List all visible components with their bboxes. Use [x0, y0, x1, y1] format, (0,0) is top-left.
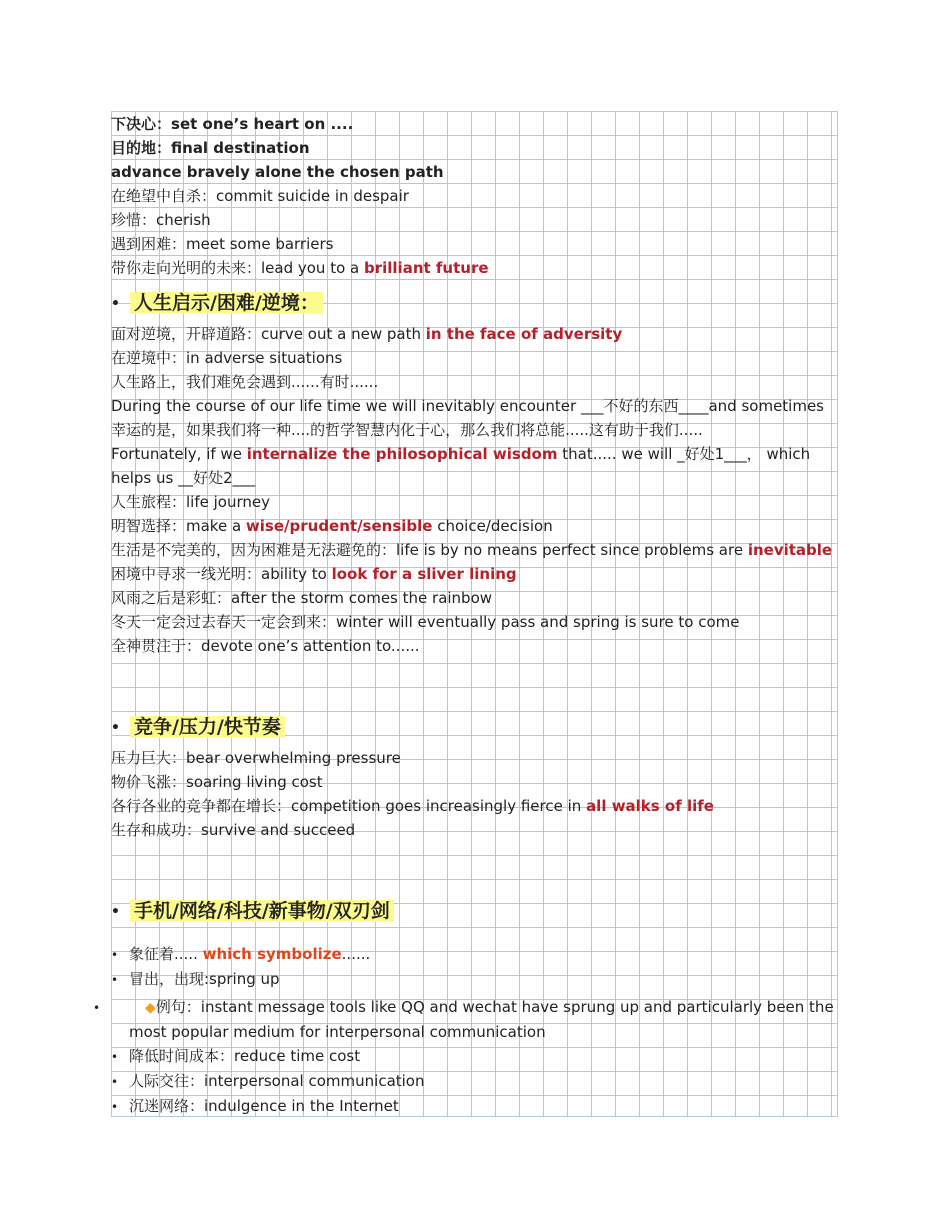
section-heading	[111, 896, 838, 926]
bullet-icon: •	[111, 903, 120, 920]
phrase-line: 压力巨大：bear overwhelming pressure	[111, 749, 401, 767]
plain-text: 象征着.....	[129, 945, 203, 963]
phrase-line: 生存和成功：survive and succeed	[111, 821, 356, 839]
highlight-text: look for a sliver lining	[331, 565, 517, 583]
phrase-line: During the course of our life time we will inevitably encounter ___不好的东西____and sometimes	[111, 397, 824, 415]
list-item	[111, 1069, 838, 1094]
highlight-text: all walks of life	[586, 797, 714, 815]
phrase-line	[111, 322, 838, 346]
phrase-line: 人生旅程：life journey	[111, 493, 270, 511]
bullet-icon: •	[111, 973, 119, 987]
list-item	[111, 967, 838, 992]
plain-text: 冒出，出现:spring up	[129, 970, 280, 988]
chinese-text: 下决心：	[111, 115, 172, 133]
list-item	[111, 942, 838, 967]
phrase-line: 冬天一定会过去春天一定会到来：winter will eventually pass and spring is sure to come	[111, 613, 740, 631]
phrase-line: 珍惜：cherish	[111, 211, 211, 229]
phrase-line: 在绝望中自杀：commit suicide in despair	[111, 187, 409, 205]
section-heading	[111, 712, 838, 742]
plain-text: 明智选择：make a	[111, 517, 246, 535]
list-item	[111, 1094, 838, 1119]
heading-text: 人生启示/困难/逆境：	[130, 292, 323, 314]
phrase-line: 风雨之后是彩虹：after the storm comes the rainbow	[111, 589, 493, 607]
plain-text: 带你走向光明的未来：lead you to a	[111, 259, 364, 277]
heading-text: 竞争/压力/快节奏	[130, 716, 285, 738]
plain-text: 困境中寻求一线光明：ability to	[111, 565, 332, 583]
spacer	[111, 842, 838, 890]
highlight-text: inevitable	[747, 541, 833, 559]
phrase-line: 物价飞涨：soaring living cost	[111, 773, 323, 791]
highlight-text: which symbolize	[202, 945, 342, 963]
spacer	[111, 930, 838, 942]
bullet-icon: •	[111, 295, 120, 312]
highlight-text: internalize the philosophical wisdom	[246, 445, 558, 463]
document-body	[93, 111, 838, 1119]
spacer	[111, 658, 838, 706]
english-text: final destination	[171, 139, 310, 157]
phrase-line	[111, 562, 838, 586]
bullet-icon: •	[111, 1075, 119, 1089]
plain-text: 生活是不完美的，因为困难是无法避免的：life is by no means perfect since problems are	[111, 541, 748, 559]
bullet-icon: •	[111, 719, 120, 736]
phrase-line	[111, 442, 838, 490]
orange-diamond-icon: ◆	[145, 1000, 156, 1016]
list-item	[93, 995, 838, 1044]
bullet-icon: •	[111, 948, 119, 962]
phrase-line: 遇到困难：meet some barriers	[111, 235, 334, 253]
phrase-line	[111, 136, 838, 160]
plain-text: choice/decision	[432, 517, 553, 535]
english-text: advance bravely alone the chosen path	[111, 163, 444, 181]
phrase-line: 全神贯注于：devote one’s attention to......	[111, 637, 420, 655]
section-heading	[111, 288, 838, 318]
highlight-text: wise/prudent/sensible	[245, 517, 433, 535]
phrase-line	[111, 160, 838, 184]
plain-text: 人际交往：interpersonal communication	[129, 1072, 425, 1090]
plain-text: ......	[341, 945, 371, 963]
plain-text: 各行各业的竞争都在增长：competition goes increasingly fierce in	[111, 797, 587, 815]
phrase-line: 人生路上，我们难免会遇到......有时......	[111, 373, 379, 391]
phrase-line: 在逆境中：in adverse situations	[111, 349, 343, 367]
plain-text: 面对逆境，开辟道路：curve out a new path	[111, 325, 426, 343]
highlight-text: in the face of adversity	[425, 325, 623, 343]
phrase-line	[111, 256, 838, 280]
phrase-line	[111, 514, 838, 538]
list-item	[111, 1044, 838, 1069]
bullet-icon: •	[111, 1100, 119, 1114]
english-text: set one’s heart on ....	[171, 115, 354, 133]
bullet-icon: •	[93, 1001, 101, 1015]
plain-text: that..... we will _好处1___， which helps us __好处2___	[111, 445, 811, 487]
highlight-text: brilliant future	[364, 259, 489, 277]
phrase-line	[111, 112, 838, 136]
heading-text: 手机/网络/科技/新事物/双刃剑	[130, 900, 394, 922]
plain-text: 例句：instant message tools like QQ and wechat have sprung up and particularly been the most popular medium for interpersonal communication	[129, 998, 834, 1041]
bullet-icon: •	[111, 1050, 119, 1064]
phrase-line	[111, 538, 838, 562]
phrase-line: 幸运的是，如果我们将一种....的哲学智慧内化于心，那么我们将总能.....这有助于我们.....	[111, 421, 703, 439]
chinese-text: 目的地：	[111, 139, 172, 157]
plain-text: 降低时间成本：reduce time cost	[129, 1047, 361, 1065]
plain-text: Fortunately, if we	[111, 445, 247, 463]
phrase-line	[111, 794, 838, 818]
plain-text: 沉迷网络：indulgence in the Internet	[129, 1097, 399, 1115]
